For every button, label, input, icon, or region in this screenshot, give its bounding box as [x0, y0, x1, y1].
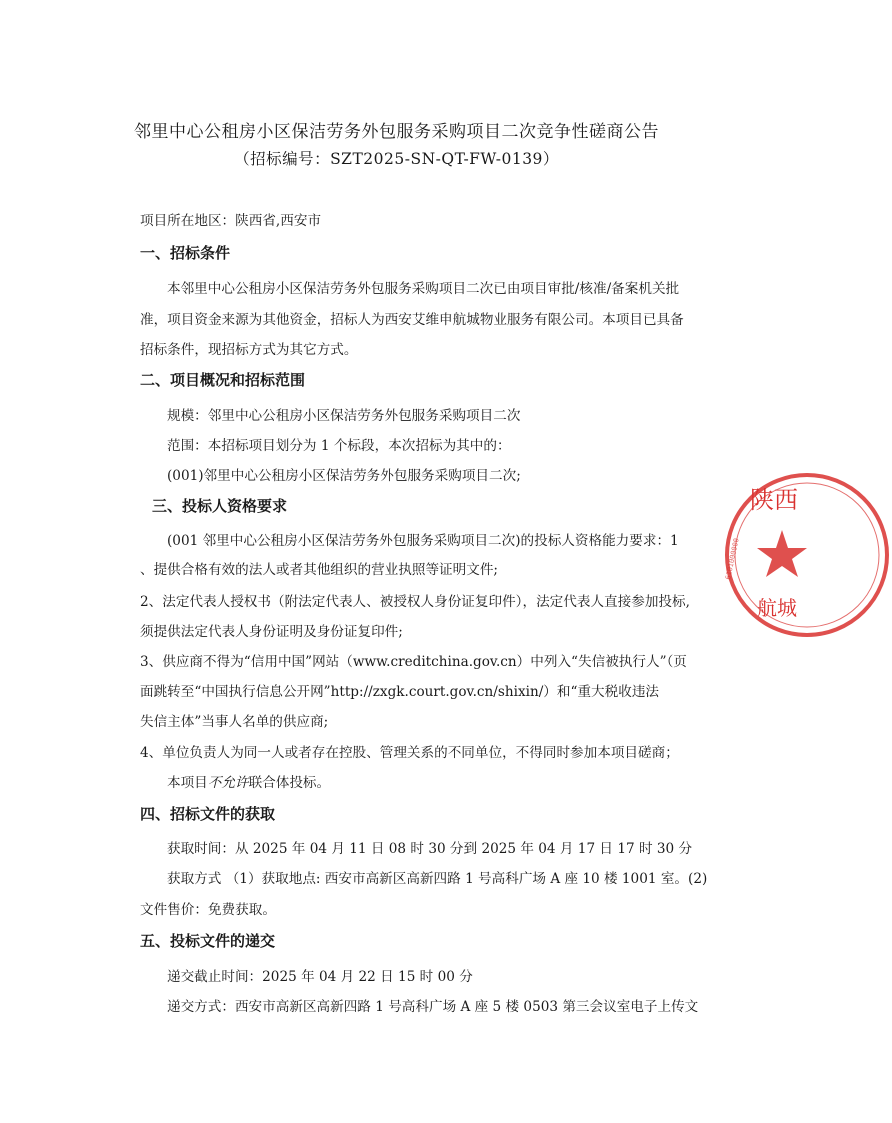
seal-star-icon: [757, 530, 807, 577]
project-scope: 范围：本招标项目划分为 1 个标段，本次招标为其中的：: [167, 438, 511, 454]
project-lot: (001)邻里中心公租房小区保洁劳务外包服务采购项目二次;: [167, 468, 521, 484]
section-1-paragraph-line: 招标条件，现招标方式为其它方式。: [140, 342, 358, 358]
qualification-line: 4、单位负责人为同一人或者存在控股、管理关系的不同单位，不得同时参加本项目磋商；: [140, 745, 679, 761]
qualification-line: 2、法定代表人授权书（附法定代表人、被授权人身份证复印件），法定代表人直接参加投标,: [140, 594, 690, 610]
qualification-line: (001 邻里中心公租房小区保洁劳务外包服务采购项目二次)的投标人资格能力要求：1: [167, 533, 679, 549]
consortium-line: [167, 777, 330, 791]
section-1-paragraph-line: 准，项目资金来源为其他资金，招标人为西安艾维申航城物业服务有限公司。本项目已具备: [140, 312, 684, 328]
section-5-heading: 五、投标文件的递交: [140, 932, 276, 950]
consortium-italic: 不允许: [207, 775, 249, 791]
acquisition-time: 获取时间：从 2025 年 04 月 11 日 08 时 30 分到 2025 年 04 月 17 日 17 时 30 分: [167, 841, 693, 857]
section-1-heading: 一、招标条件: [140, 244, 231, 262]
section-2-heading: 二、项目概况和招标范围: [140, 371, 306, 389]
document-title: 邻里中心公租房小区保洁劳务外包服务采购项目二次竞争性磋商公告: [134, 122, 659, 142]
consortium-suffix: 联合体投标。: [248, 775, 331, 791]
qualification-line: 面跳转至“中国执行信息公开网”http://zxgk.court.gov.cn/shixin/）和“重大税收违法: [140, 684, 660, 700]
qualification-line: 3、供应商不得为“信用中国”网站（www.creditchina.gov.cn）中列入“失信被执行人”（页: [140, 654, 687, 670]
company-seal: [722, 470, 892, 640]
document-price: 文件售价：免费获取。: [140, 902, 276, 918]
acquisition-method: 获取方式 （1）获取地点: 西安市高新区高新四路 1 号高科广场 A 座 10 楼 1001 室。(2): [167, 871, 708, 887]
consortium-prefix: 本项目: [167, 775, 208, 791]
qualification-line: 失信主体”当事人名单的供应商;: [140, 714, 329, 730]
seal-text-bottom: 航城: [757, 596, 797, 620]
seal-text-top: 陕西: [750, 486, 798, 514]
submission-deadline: 递交截止时间：2025 年 04 月 22 日 15 时 00 分: [167, 969, 473, 985]
qualification-line: 、提供合格有效的法人或者其他组织的营业执照等证明文件;: [140, 562, 499, 578]
submission-method: 递交方式：西安市高新区高新四路 1 号高科广场 A 座 5 楼 0503 第三会议室电子上传文: [167, 999, 699, 1015]
seal-serial-number: 6101000000: [724, 537, 741, 581]
qualification-line: 须提供法定代表人身份证明及身份证复印件;: [140, 624, 403, 640]
section-1-paragraph-line: 本邻里中心公租房小区保洁劳务外包服务采购项目二次已由项目审批/核准/备案机关批: [167, 281, 680, 297]
section-3-heading: 三、投标人资格要求: [152, 497, 288, 515]
bid-number: （招标编号：SZT2025-SN-QT-FW-0139）: [234, 150, 559, 168]
project-scale: 规模：邻里中心公租房小区保洁劳务外包服务采购项目二次: [167, 408, 521, 424]
section-4-heading: 四、招标文件的获取: [140, 805, 276, 823]
project-region: 项目所在地区：陕西省,西安市: [140, 213, 322, 229]
